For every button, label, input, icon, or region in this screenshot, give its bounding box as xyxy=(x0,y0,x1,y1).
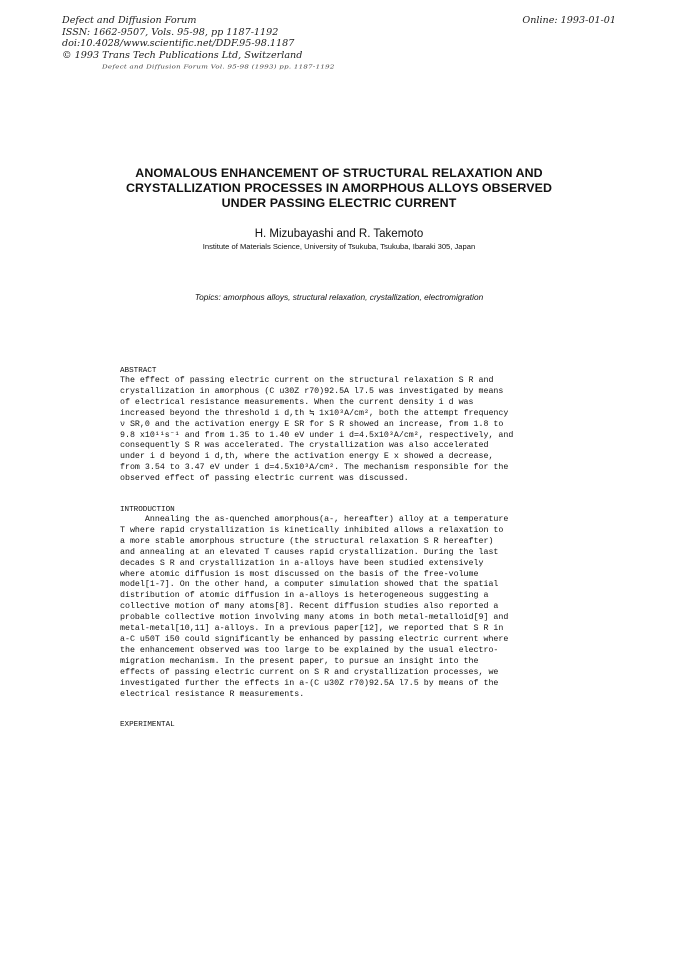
title-line: UNDER PASSING ELECTRIC CURRENT xyxy=(221,196,457,210)
abstract-line: under i d beyond i d,th, where the activation energy E x showed a decrease, xyxy=(120,452,494,462)
introduction-line: where atomic diffusion is most discussed on the basis of the free-volume xyxy=(120,569,479,579)
online-date: Online: 1993-01-01 xyxy=(522,15,616,26)
abstract-line: increased beyond the threshold i d,th ≒ 1x10³A/cm², both the attempt frequency xyxy=(120,408,509,418)
title-line: CRYSTALLIZATION PROCESSES IN AMORPHOUS ALLOYS OBSERVED xyxy=(125,181,553,195)
introduction-body xyxy=(120,515,552,700)
abstract-line: observed effect of passing electric current was discussed. xyxy=(120,474,409,484)
original-journal-stamp: Defect and Diffusion Forum Vol. 95-98 (1993) pp. 1187-1192 xyxy=(102,64,335,70)
topics: Topics: amorphous alloys, structural relaxation, crystallization, electromigration xyxy=(194,292,484,302)
journal-name: Defect and Diffusion Forum xyxy=(62,15,197,26)
issn-line: ISSN: 1662-9507, Vols. 95-98, pp 1187-1192 xyxy=(62,26,279,38)
introduction-line: probable collective motion involving many atoms in both metal-metalloid[9] and xyxy=(120,613,509,623)
introduction-line: the enhancement observed was too large to be explained by the usual electro- xyxy=(120,645,499,655)
experimental-heading: EXPERIMENTAL xyxy=(120,721,175,729)
introduction-line: investigated further the effects in a-(C u30Z r70)92.5A l7.5 by means of the xyxy=(120,678,499,688)
authors: H. Mizubayashi and R. Takemoto xyxy=(254,228,424,240)
introduction-line: migration mechanism. In the present paper, to pursue an insight into the xyxy=(120,656,479,666)
abstract-heading: ABSTRACT xyxy=(120,367,157,375)
introduction-line: electrical resistance R measurements. xyxy=(120,689,305,699)
introduction-heading: INTRODUCTION xyxy=(120,506,175,514)
introduction-line: model[1-7]. On the other hand, a computer simulation showed that the spatial xyxy=(120,580,499,590)
doi-line: doi:10.4028/www.scientific.net/DDF.95-98.1187 xyxy=(62,38,295,50)
publication-metadata xyxy=(62,15,462,61)
title-line: ANOMALOUS ENHANCEMENT OF STRUCTURAL RELAXATION AND xyxy=(135,166,543,180)
abstract-line: The effect of passing electric current on the structural relaxation S R and xyxy=(120,376,494,385)
introduction-line: a more stable amorphous structure (the structural relaxation S R hereafter) xyxy=(120,536,494,546)
introduction-line: distribution of atomic diffusion in a-alloys is heterogeneous suggesting a xyxy=(120,591,489,601)
paper-title xyxy=(95,166,583,211)
introduction-line: Annealing the as-quenched amorphous(a-, hereafter) alloy at a temperature xyxy=(120,515,509,524)
abstract-line: consequently S R was accelerated. The crystallization was also accelerated xyxy=(120,441,489,451)
introduction-line: a-C u50T i50 could significantly be enhanced by passing electric current where xyxy=(120,634,509,644)
introduction-line: decades S R and crystallization in a-alloys have been studied extensively xyxy=(120,558,484,568)
introduction-line: metal-metal[10,11] a-alloys. In a previous paper[12], we reported that S R in xyxy=(120,624,504,634)
introduction-line: effects of passing electric current on S R and crystallization processes, we xyxy=(120,667,499,677)
introduction-line: and annealing at an elevated T causes rapid crystallization. During the last xyxy=(120,547,499,557)
abstract-line: crystallization in amorphous (C u30Z r70)92.5A l7.5 was investigated by means xyxy=(120,386,504,396)
abstract-line: 9.8 x10¹¹s⁻¹ and from 1.35 to 1.40 eV under i d=4.5x10³A/cm², respectively, and xyxy=(120,430,514,440)
introduction-line: T where rapid crystallization is kinetically inhibited allows a relaxation to xyxy=(120,525,504,535)
copyright-line: © 1993 Trans Tech Publications Ltd, Switzerland xyxy=(62,49,303,61)
abstract-line: from 3.54 to 3.47 eV under i d=4.5x10³A/cm². The mechanism responsible for the xyxy=(120,463,509,473)
affiliation: Institute of Materials Science, University of Tsukuba, Tsukuba, Ibaraki 305, Japan xyxy=(202,242,476,251)
introduction-line: collective motion of many atoms[8]. Recent diffusion studies also reported a xyxy=(120,602,499,612)
abstract-line: ν SR,0 and the activation energy E SR for S R showed an increase, from 1.8 to xyxy=(120,419,504,429)
abstract-body xyxy=(120,376,552,485)
abstract-line: of electrical resistance measurements. When the current density i d was xyxy=(120,397,474,407)
